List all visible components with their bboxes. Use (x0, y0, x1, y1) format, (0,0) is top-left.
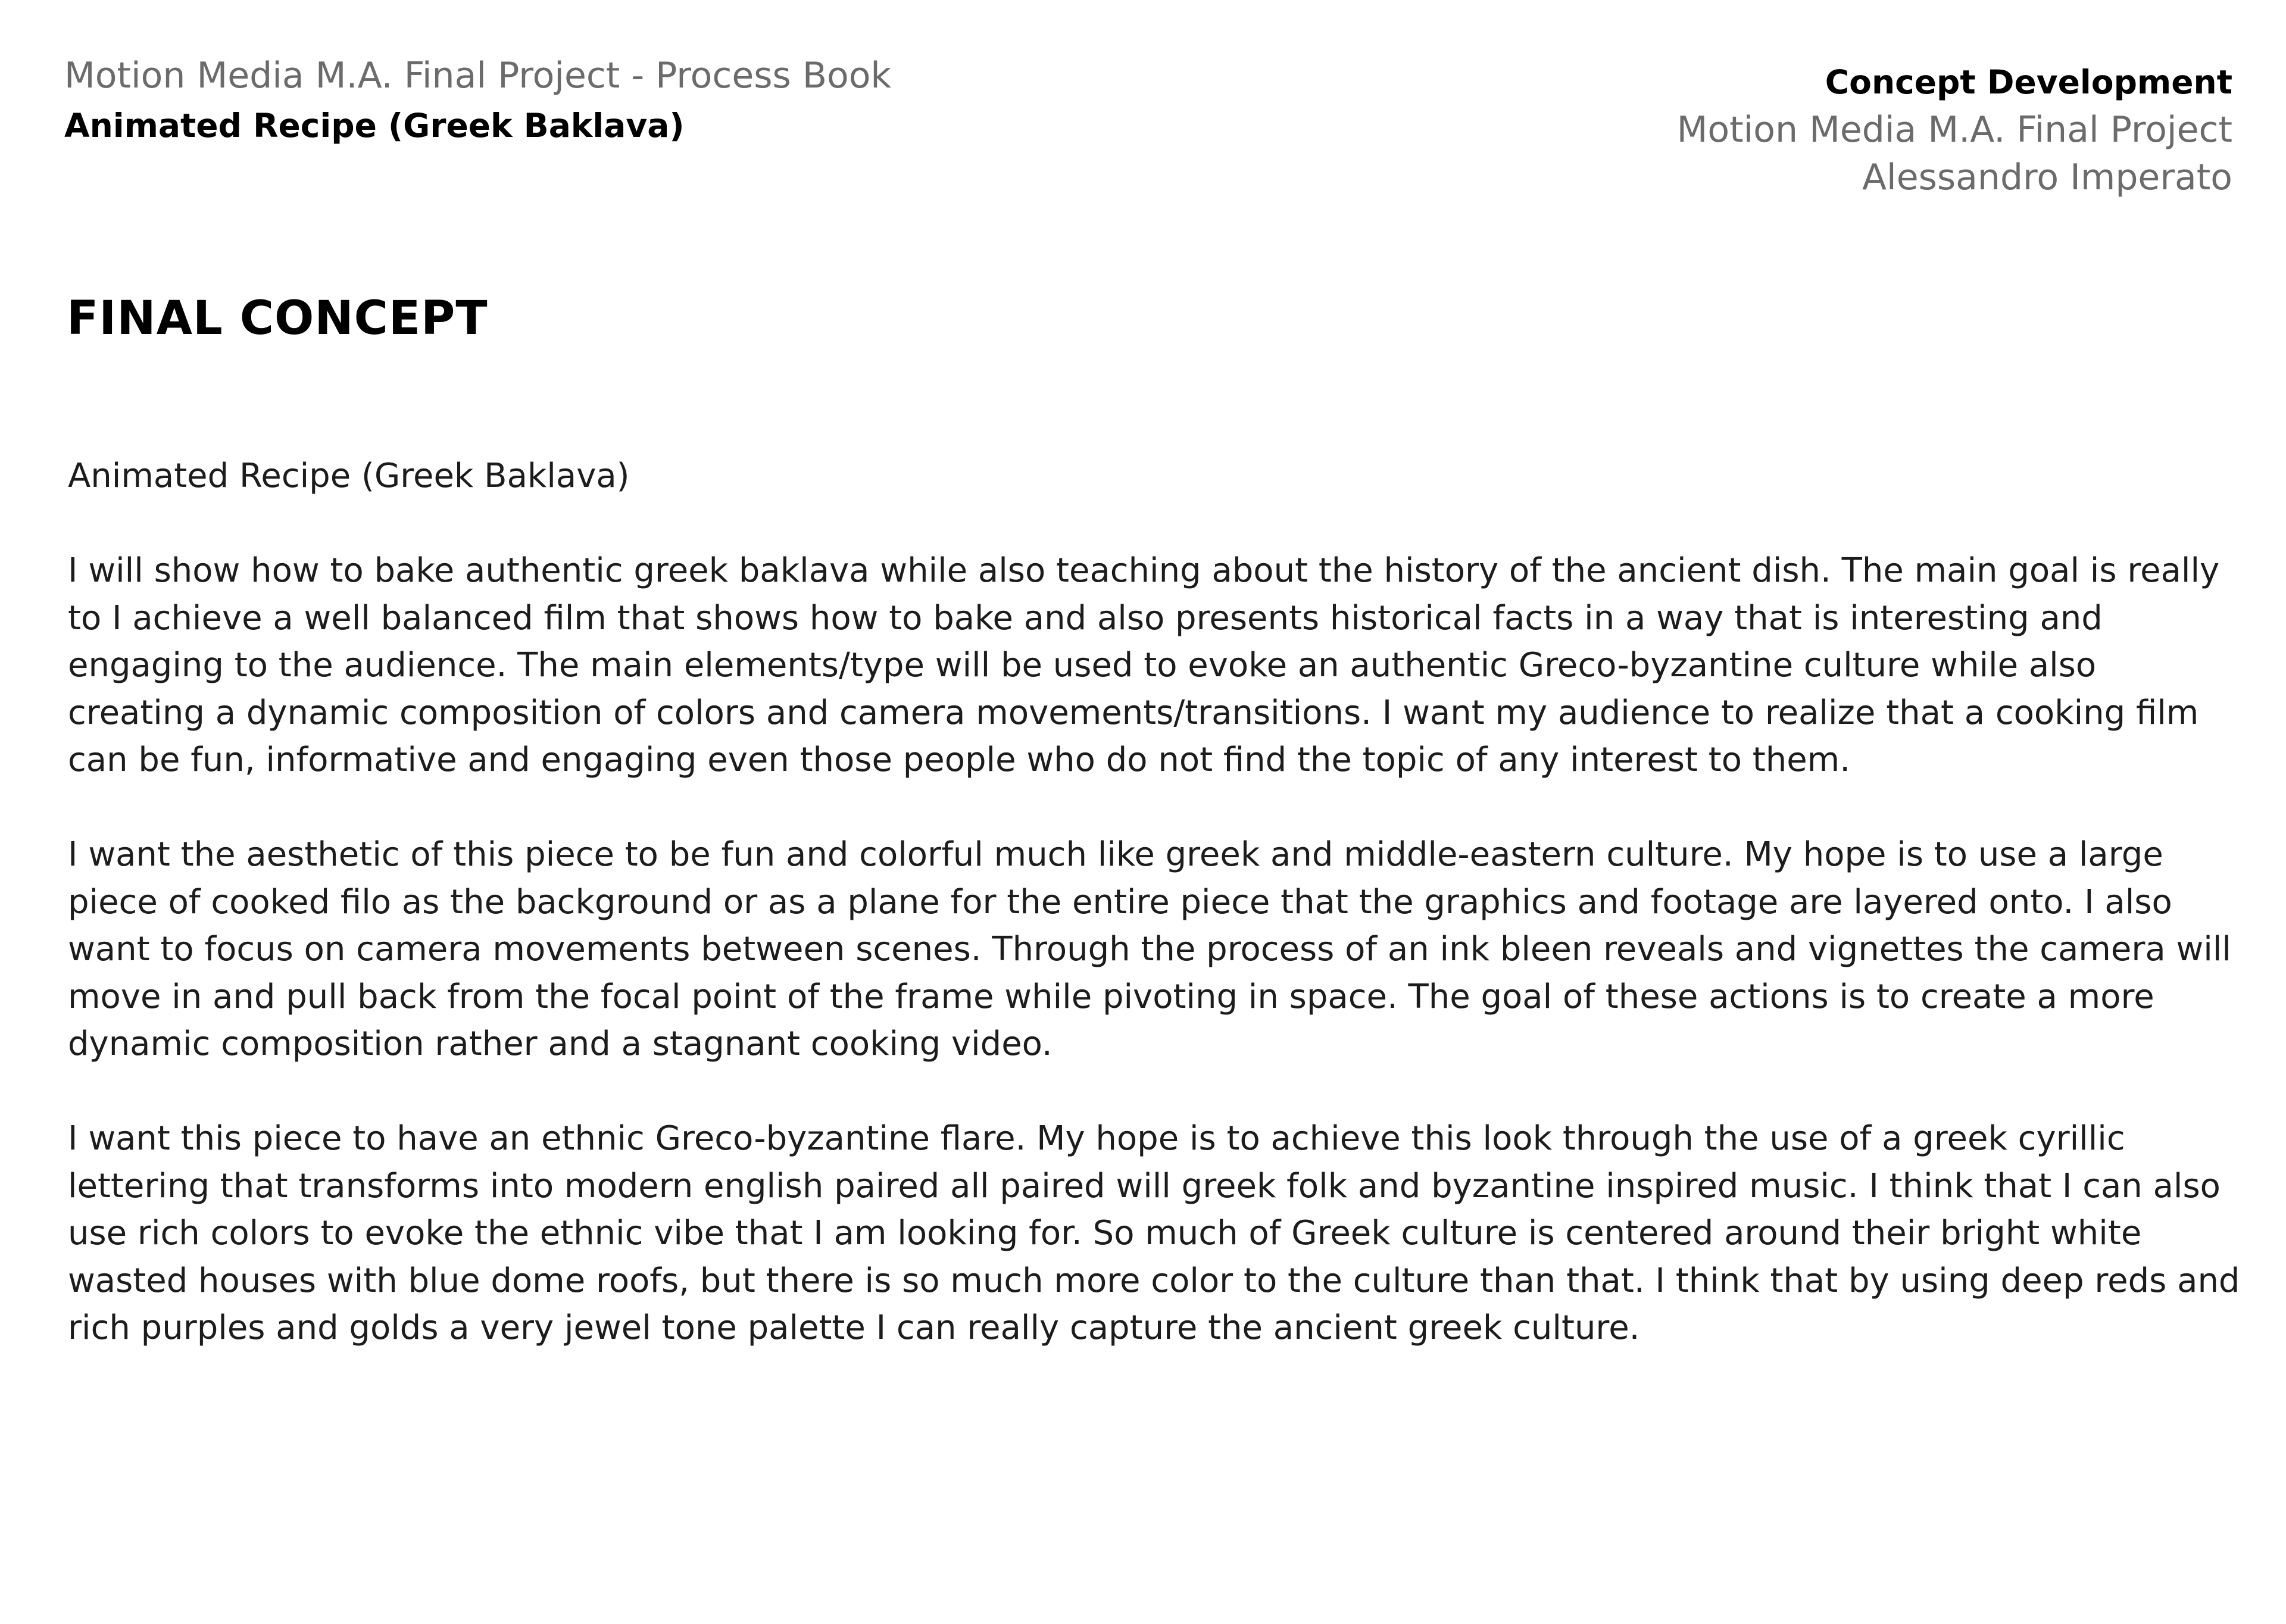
document-subtitle: Motion Media M.A. Final Project - Process Book (64, 55, 892, 96)
paragraph-overview: I will show how to bake authentic greek baklava while also teaching about the history of the ancient dish. The main goal is really to I achieve a well balanced film that shows how to bake and also presents historical facts in a way that is interesting and engaging to the audience. The main elements/type will be used to evoke an authentic Greco-byzantine culture while also creating a dynamic composition of colors and camera movements/transitions. I want my audience to realize that a cooking film can be fun, informative and engaging even those people who do not find the topic of any interest to them. (68, 551, 2220, 779)
section-name: Concept Development (1825, 63, 2232, 101)
body-text (68, 452, 2241, 1399)
paragraph-project-title: Animated Recipe (Greek Baklava) (68, 457, 630, 495)
paragraph-aesthetic: I want the aesthetic of this piece to be fun and colorful much like greek and middle-eastern culture. My hope is to use a large piece of cooked filo as the background or as a plane for the entire piece that the graphics and footage are layered onto. I also want to focus on camera movements between scenes. Through the process of an ink bleen reveals and vignettes the camera will move in and pull back from the focal point of the frame while pivoting in space. The goal of these actions is to create a more dynamic composition rather and a stagnant cooking video. (68, 835, 2231, 1063)
header-right (1677, 58, 2232, 201)
page-heading: FINAL CONCEPT (67, 292, 488, 345)
document-title: Animated Recipe (Greek Baklava) (64, 107, 685, 145)
header-left (64, 52, 891, 152)
paragraph-ethnic-style: I want this piece to have an ethnic Greco-byzantine flare. My hope is to achieve this look through the use of a greek cyrillic lettering that transforms into modern english paired all paired will greek folk and byzantine inspired music. I think that I can also use rich colors to evoke the ethnic vibe that I am looking for. So much of Greek culture is centered around their bright white wasted houses with blue dome roofs, but there is so much more color to the culture than that. I think that by using deep reds and rich purples and golds a very jewel tone palette I can really capture the ancient greek culture. (68, 1119, 2240, 1347)
project-name: Motion Media M.A. Final Project (1676, 109, 2232, 151)
author-name: Alessandro Imperato (1862, 157, 2232, 198)
